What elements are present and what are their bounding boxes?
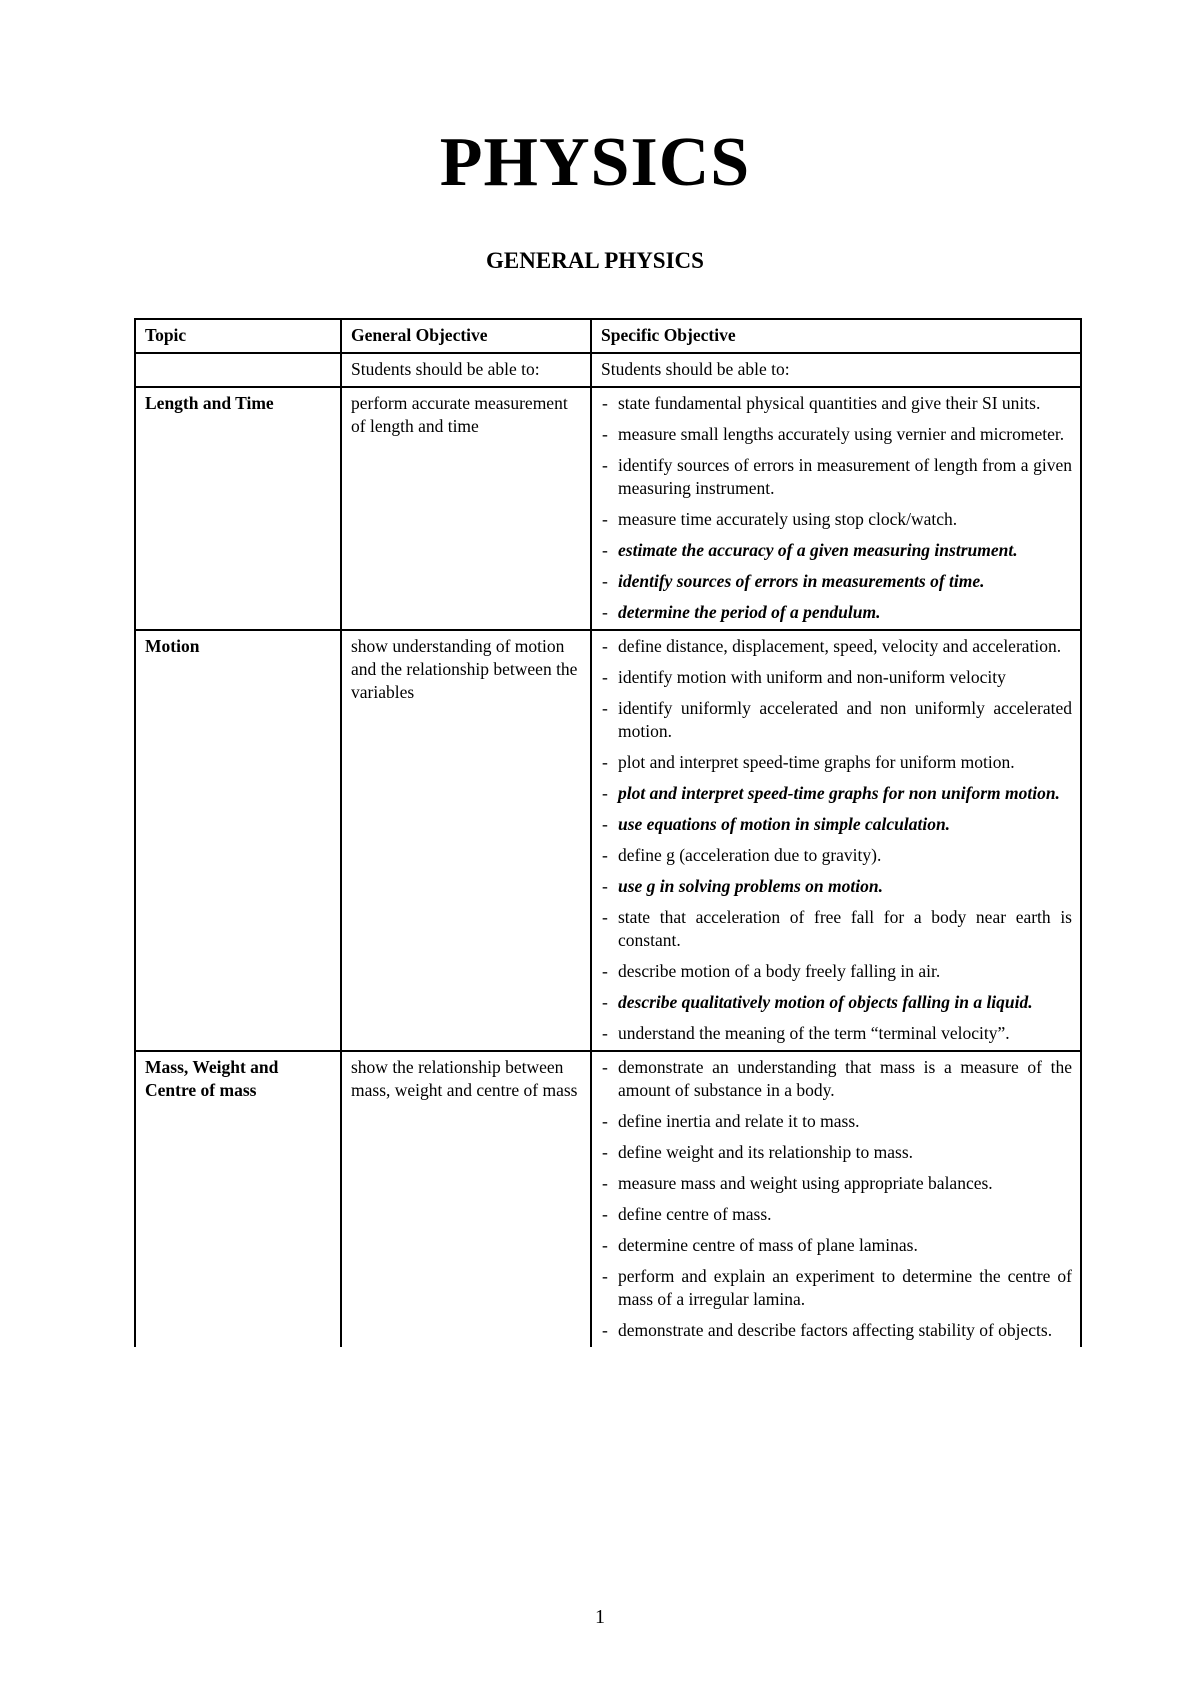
objective-item: - describe qualitatively motion of objects falling in a liquid. (601, 991, 1072, 1014)
objective-item: - define weight and its relationship to mass. (601, 1141, 1072, 1164)
specific-objective-cell (591, 387, 1081, 630)
objective-item: - demonstrate and describe factors affecting stability of objects. (601, 1319, 1072, 1342)
objective-item: - identify sources of errors in measurements of time. (601, 570, 1072, 593)
header-topic: Topic (135, 319, 341, 353)
objective-item: - perform and explain an experiment to determine the centre of mass of a irregular lamina. (601, 1265, 1072, 1311)
objective-item: - determine centre of mass of plane laminas. (601, 1234, 1072, 1257)
objective-item: - plot and interpret speed-time graphs for non uniform motion. (601, 782, 1072, 805)
topic-cell: Motion (135, 630, 341, 1051)
objective-item: - plot and interpret speed-time graphs for uniform motion. (601, 751, 1072, 774)
specific-objective-cell (591, 630, 1081, 1051)
objective-item: - identify uniformly accelerated and non uniformly accelerated motion. (601, 697, 1072, 743)
page-title: PHYSICS (439, 124, 751, 201)
objective-item: - state that acceleration of free fall for a body near earth is constant. (601, 906, 1072, 952)
objective-item: - determine the period of a pendulum. (601, 601, 1072, 624)
page-number: 1 (595, 1606, 605, 1628)
objective-item: - use equations of motion in simple calculation. (601, 813, 1072, 836)
header-general-objective: General Objective (341, 319, 591, 353)
general-objective-cell: show the relationship between mass, weight and centre of mass (341, 1051, 591, 1347)
general-objective-cell: perform accurate measurement of length and time (341, 387, 591, 630)
objective-item: - identify motion with uniform and non-uniform velocity (601, 666, 1072, 689)
objective-item: - describe motion of a body freely falling in air. (601, 960, 1072, 983)
subheader-general: Students should be able to: (341, 353, 591, 387)
subheader-specific: Students should be able to: (591, 353, 1081, 387)
section-subtitle: GENERAL PHYSICS (486, 248, 704, 273)
table-header-row (135, 319, 1081, 353)
topic-cell: Mass, Weight and Centre of mass (135, 1051, 341, 1347)
table-subheader-row (135, 353, 1081, 387)
table-row (135, 630, 1081, 1051)
general-objective-cell: show understanding of motion and the relationship between the variables (341, 630, 591, 1051)
objective-item: - measure small lengths accurately using vernier and micrometer. (601, 423, 1072, 446)
subheader-topic (135, 353, 341, 387)
objective-item: - define centre of mass. (601, 1203, 1072, 1226)
specific-objective-list (601, 635, 1072, 1045)
specific-objective-cell (591, 1051, 1081, 1347)
objective-item: - demonstrate an understanding that mass is a measure of the amount of substance in a body. (601, 1056, 1072, 1102)
specific-objective-list (601, 1056, 1072, 1342)
syllabus-table (134, 318, 1082, 1347)
specific-objective-list (601, 392, 1072, 624)
objective-item: - define g (acceleration due to gravity). (601, 844, 1072, 867)
objective-item: - identify sources of errors in measurement of length from a given measuring instrument. (601, 454, 1072, 500)
topic-cell: Length and Time (135, 387, 341, 630)
objective-item: - measure time accurately using stop clock/watch. (601, 508, 1072, 531)
objective-item: - use g in solving problems on motion. (601, 875, 1072, 898)
objective-item: - state fundamental physical quantities and give their SI units. (601, 392, 1072, 415)
objective-item: - estimate the accuracy of a given measuring instrument. (601, 539, 1072, 562)
objective-item: - define distance, displacement, speed, velocity and acceleration. (601, 635, 1072, 658)
header-specific-objective: Specific Objective (591, 319, 1081, 353)
objective-item: - measure mass and weight using appropriate balances. (601, 1172, 1072, 1195)
objective-item: - understand the meaning of the term “terminal velocity”. (601, 1022, 1072, 1045)
objective-item: - define inertia and relate it to mass. (601, 1110, 1072, 1133)
table-row (135, 387, 1081, 630)
table-row (135, 1051, 1081, 1347)
